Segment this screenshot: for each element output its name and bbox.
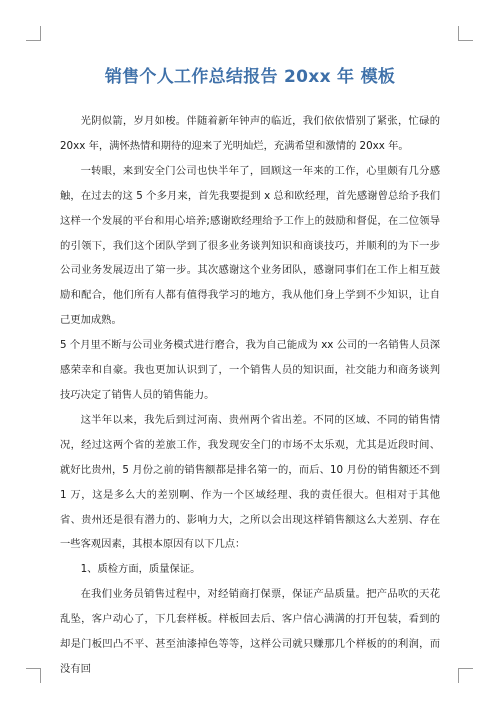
document-title: 销售个人工作总结报告 20xx 年 模板 — [104, 67, 396, 87]
paragraph: 1、质检方面，质量保证。 — [80, 563, 201, 576]
crop-mark-top-left — [26, 26, 41, 41]
paragraph: 一转眼，来到安全门公司也快半年了，回顾这一年来的工作，心里颇有几分感触，在过去的这 5 个多月来，首先我要提到 x 总和欧经理，首先感谢曾总给予我们这样一个发展的平台和用心培养;感谢欧经理给予工作上的鼓励和督促，在二位领导的引领下，我们这个团队学到了很多业务谈判知识和商谈技巧，并顺利的为下一步公司业务发展迈出了第一步。其次感谢这个业务团队，感谢同事们在工作上相互鼓励和配合，他们所有人都有值得我学习的地方，我从他们身上学到不少知识，让自己更加成熟。 — [60, 164, 440, 327]
document-body — [60, 109, 440, 682]
paragraph: 这半年以来，我先后到过河南、贵州两个省出差。不同的区域、不同的销售情况，经过这两个省的差旅工作，我发现安全门的市场不太乐观，尤其是近段时间、就好比贵州，5 月份之前的销售额都是排名第一的，而后、10 月份的销售额还不到 1 万，这是多么大的差别啊、作为一个区域经理、我的责任很大。但相对于其他省、贵州还是很有潜力的、影响力大，之所以会出现这样销售额这么大差别、存在一些客观因素，其根本原因有以下几点： — [60, 413, 440, 551]
paragraph: 在我们业务员销售过程中，对经销商打保票，保证产品质量。把产品吹的天花乱坠，客户动心了，下几套样板。样板回去后、客户信心满满的打开包装，看到的却是门板凹凸不平、甚至油漆掉色等等，这样公司就只赚那几个样板的的利润，而没有回 — [60, 588, 440, 675]
paragraph: 光阴似箭，岁月如梭。伴随着新年钟声的临近，我们依依惜别了紧张，忙碌的20xx 年，满怀热情和期待的迎来了光明灿烂，充满希望和激情的 20xx 年。 — [60, 115, 440, 152]
crop-mark-top-right — [458, 26, 473, 41]
crop-mark-bottom-right — [458, 668, 473, 683]
paragraph: 5 个月里不断与公司业务模式进行磨合，我为自己能成为 xx 公司的一名销售人员深感荣幸和自豪。我也更加认识到了，一个销售人员的知识面，社交能力和商务谈判技巧决定了销售人员的销售能力。 — [60, 339, 440, 401]
crop-mark-bottom-left — [26, 668, 41, 683]
